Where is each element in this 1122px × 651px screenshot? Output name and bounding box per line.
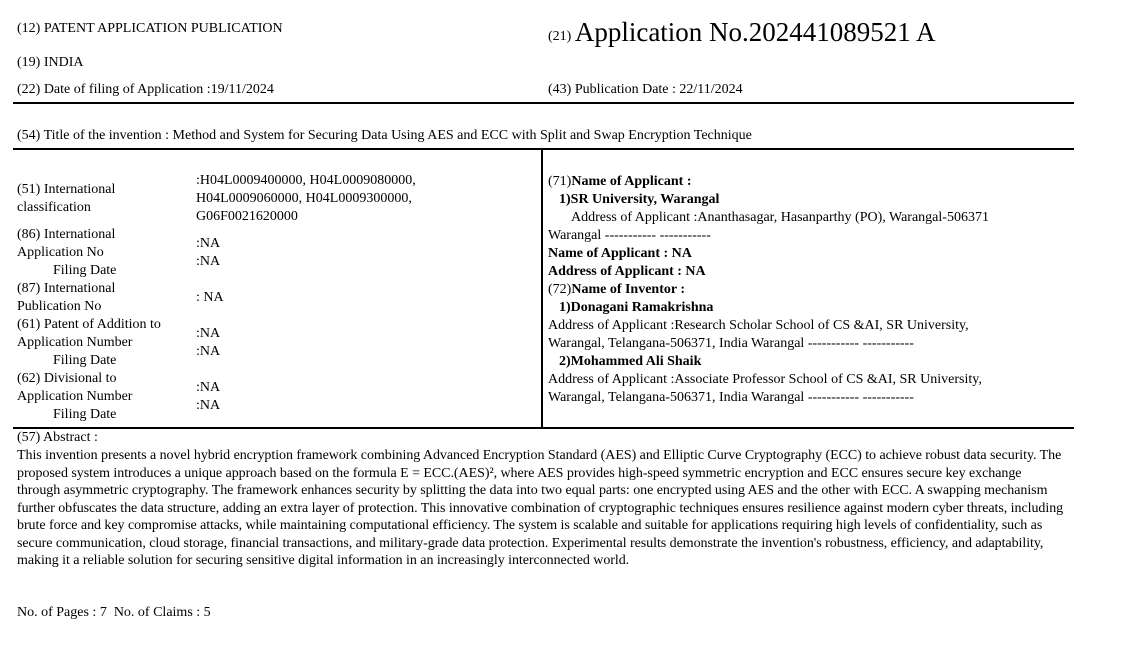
inventor-2-address-line-1: Address of Applicant :Associate Professor School of CS &AI, SR University,	[548, 372, 982, 387]
publication-date: (43) Publication Date : 22/11/2024	[548, 82, 743, 97]
invention-title: (54) Title of the invention : Method and System for Securing Data Using AES and ECC with Split and Swap Encryption Technique	[17, 128, 752, 143]
application-prefix: (21)	[548, 29, 572, 44]
abstract-body: This invention presents a novel hybrid encryption framework combining Advanced Encryption Standard (AES) and Elliptic Curve Cryptography (ECC) to achieve robust data security. The proposed system introduces a unique approach based on the formula E = ECC.(AES)², where AES provides high-speed symmetric encryption and ECC ensures secure key exchange through asymmetric cryptography. The framework enhances security by splitting the data into two equal parts: one encrypted using AES and the other with ECC. A swapping mechanism further obfuscates the data structure, adding an extra layer of protection. This innovative combination of cryptographic techniques ensures resilience against modern cyber threats, including brute force and key compromise attacks, while maintaining computational efficiency. The system is scalable and suitable for applications requiring high levels of confidentiality, such as secure communication, cloud storage, financial transactions, and military-grade data protection. Experimental results demonstrate the invention's robustness, efficiency, and adaptability, making it a reliable solution for securing sensitive digital information in an increasingly interconnected world.	[17, 448, 1064, 568]
abstract-heading: (57) Abstract :	[17, 430, 98, 445]
application-number: Application No.202441089521 A	[574, 17, 936, 47]
applicant-inventor-details	[548, 173, 1058, 407]
patent-addition-label: (61) Patent of Addition to Application Number Filing Date	[17, 317, 161, 368]
intl-publication-value: : NA	[196, 290, 224, 305]
patent-addition-value: :NA :NA	[196, 326, 221, 359]
publication-type: (12) PATENT APPLICATION PUBLICATION	[17, 21, 283, 36]
divisional-label: (62) Divisional to Application Number Filing Date	[17, 371, 133, 422]
intl-publication-label: (87) International Publication No	[17, 281, 116, 314]
inventor-1-address-line-2: Warangal, Telangana-506371, India Warangal ----------- -----------	[548, 336, 914, 351]
applicant-2-address: Address of Applicant : NA	[548, 264, 706, 279]
inventor-1-name: 1)Donagani Ramakrishna	[559, 300, 714, 315]
applicant-1-name: 1)SR University, Warangal	[559, 192, 720, 207]
application-number-line	[548, 16, 936, 48]
inventor-1-address-line-1: Address of Applicant :Research Scholar School of CS &AI, SR University,	[548, 318, 969, 333]
country: (19) INDIA	[17, 55, 84, 70]
applicant-1-city: Warangal ----------- -----------	[548, 228, 711, 243]
filing-date: (22) Date of filing of Application :19/11/2024	[17, 82, 274, 97]
inventor-2-address-line-2: Warangal, Telangana-506371, India Warangal ----------- -----------	[548, 390, 914, 405]
inventor-2-name: 2)Mohammed Ali Shaik	[559, 354, 702, 369]
intl-classification-label: (51) International classification	[17, 182, 116, 215]
applicant-heading: (71)Name of Applicant :	[548, 174, 692, 189]
inventor-heading: (72)Name of Inventor :	[548, 282, 685, 297]
intl-application-label: (86) International Application No Filing Date	[17, 227, 117, 278]
divider-header	[13, 102, 1074, 104]
abstract-section	[17, 429, 1067, 570]
applicant-2-name: Name of Applicant : NA	[548, 246, 692, 261]
pages-claims: No. of Pages : 7 No. of Claims : 5	[17, 605, 211, 620]
intl-classification-value: :H04L0009400000, H04L0009080000, H04L0009060000, H04L0009300000, G06F0021620000	[196, 173, 416, 224]
intl-application-value: :NA :NA	[196, 236, 221, 269]
applicant-1-address: Address of Applicant :Ananthasagar, Hasanparthy (PO), Warangal-506371	[571, 210, 989, 225]
divisional-value: :NA :NA	[196, 380, 221, 413]
column-divider	[541, 148, 543, 428]
divider-title	[13, 148, 1074, 150]
